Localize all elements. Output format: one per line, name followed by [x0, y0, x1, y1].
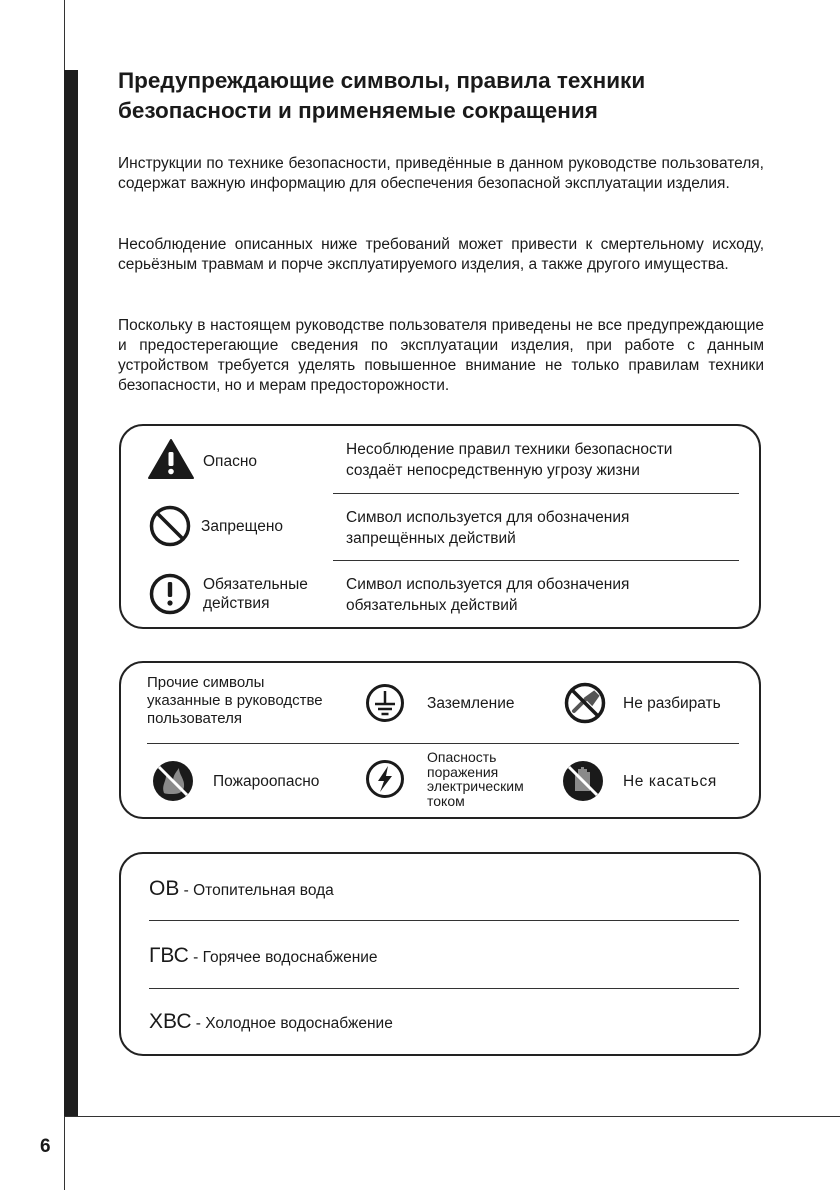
- label-mandatory-line-2: действия: [203, 595, 270, 612]
- page-title: [118, 66, 798, 126]
- intro-paragraph-3: Поскольку в настоящем руководстве пользователя приведены не все предупреждающие и предостерегающие сведения по эксплуатации изделия, при работе с данным устройством требуется уделять повышенное внимание не только правилам техники безопасности, но и мерам предосторожности.: [118, 317, 764, 394]
- other-symbols-box: [119, 661, 761, 819]
- fire-hazard-icon: [151, 759, 195, 803]
- abbr-code: ГВС: [149, 944, 189, 967]
- label-no-disassemble: Не разбирать: [623, 695, 721, 712]
- abbreviation-gvs: [149, 945, 378, 969]
- desc-danger-line-1: Несоблюдение правил техники безопасности: [346, 441, 673, 458]
- desc-danger-line-2: создаёт непосредственную угрозу жизни: [346, 462, 640, 479]
- intro-paragraph-2: Несоблюдение описанных ниже требований может привести к смертельному исходу, серьёзным травмам и порче эксплуатируемого изделия, а также другого имущества.: [118, 236, 764, 273]
- label-mandatory: [203, 575, 308, 613]
- divider: [149, 920, 739, 921]
- warning-symbols-box: [119, 424, 761, 629]
- label-electric-shock: [427, 750, 524, 808]
- divider: [149, 988, 739, 989]
- divider: [147, 743, 739, 744]
- heading-line-2: указанные в руководстве: [147, 692, 323, 709]
- desc-mandatory-line-1: Символ используется для обозначения: [346, 576, 630, 593]
- shock-line-1: Опасность: [427, 749, 497, 765]
- no-disassemble-icon: [563, 681, 607, 725]
- desc-prohibited-line-2: запрещённых действий: [346, 530, 516, 547]
- other-symbols-heading: [147, 674, 323, 728]
- abbreviation-ov: [149, 878, 334, 902]
- mandatory-icon: [148, 572, 192, 616]
- desc-mandatory: [346, 574, 629, 616]
- label-prohibited: Запрещено: [201, 518, 283, 535]
- intro-paragraph-1: Инструкции по технике безопасности, приведённые в данном руководстве пользователя, содержат важную информацию для обеспечения безопасной эксплуатации изделия.: [118, 155, 764, 192]
- title-line-1: Предупреждающие символы, правила техники: [118, 68, 646, 93]
- desc-mandatory-line-2: обязательных действий: [346, 597, 518, 614]
- shock-line-4: током: [427, 792, 465, 809]
- abbr-text: - Горячее водоснабжение: [188, 949, 378, 966]
- label-danger: Опасно: [203, 453, 258, 470]
- ground-icon: [365, 683, 405, 723]
- electric-shock-icon: [365, 759, 405, 799]
- divider: [333, 560, 739, 561]
- abbreviation-hvs: [149, 1011, 393, 1035]
- desc-danger: [346, 439, 672, 481]
- heading-line-3: пользователя: [147, 710, 242, 727]
- label-grounding: Заземление: [427, 695, 515, 712]
- divider: [333, 493, 739, 494]
- heading-line-1: Прочие символы: [147, 674, 265, 691]
- page-number: 6: [40, 1136, 51, 1157]
- label-no-touch: Не касаться: [623, 773, 717, 790]
- title-line-2: безопасности и применяемые сокращения: [118, 98, 598, 123]
- desc-prohibited: [346, 507, 629, 549]
- abbr-text: - Холодное водоснабжение: [191, 1015, 393, 1032]
- abbr-text: - Отопительная вода: [179, 882, 334, 899]
- footer-line: [64, 1116, 840, 1117]
- abbr-code: ХВС: [149, 1010, 192, 1033]
- shock-line-2: поражения: [427, 763, 499, 780]
- shock-line-3: электрическим: [427, 778, 524, 794]
- label-fire-hazard: Пожароопасно: [213, 773, 320, 790]
- prohibited-icon: [148, 504, 192, 548]
- sidebar-bar: [64, 70, 78, 1117]
- abbreviations-box: [119, 852, 761, 1056]
- label-mandatory-line-1: Обязательные: [203, 576, 308, 593]
- abbr-code: ОВ: [149, 877, 180, 900]
- no-touch-icon: [561, 759, 605, 803]
- desc-prohibited-line-1: Символ используется для обозначения: [346, 509, 630, 526]
- warning-triangle-icon: [147, 438, 195, 480]
